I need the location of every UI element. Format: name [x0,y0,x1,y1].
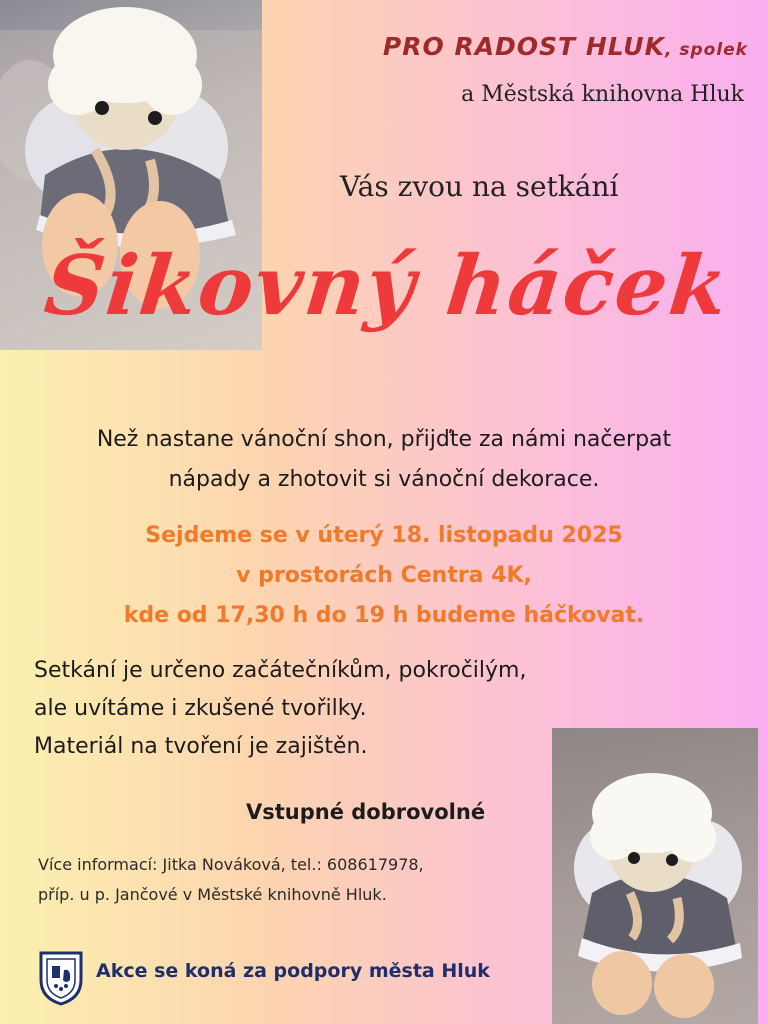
organizer-suffix: , spolek [664,40,748,60]
meeting-line: kde od 17,30 h do 19 h budeme háčkovat. [123,603,645,628]
contact-line: příp. u p. Jančové v Městské knihovně Hluk. [38,885,387,904]
audience-line: Materiál na tvoření je zajištěn. [34,734,368,759]
audience-paragraph [34,652,526,766]
intro-line: Než nastane vánoční shon, přijďte za námi načerpat [96,427,672,452]
organizer-name [383,32,748,61]
support-note: Akce se koná za podpory města Hluk [96,960,490,982]
meeting-details [0,516,768,636]
partner-library: a Městská knihovna Hluk [461,82,744,107]
contact-info [38,850,424,910]
audience-line: ale uvítáme i zkušené tvořilky. [34,696,367,721]
town-coat-of-arms-icon [38,950,84,1006]
invite-text: Vás zvou na setkání [340,170,619,203]
entry-fee: Vstupné dobrovolné [246,800,486,824]
intro-line: nápady a zhotovit si vánoční dekorace. [168,467,600,492]
meeting-line: Sejdeme se v úterý 18. listopadu 2025 [145,523,623,548]
meeting-line: v prostorách Centra 4K, [236,563,532,588]
intro-paragraph [0,420,768,500]
crochet-angel-illustration-small [552,728,758,1024]
audience-line: Setkání je určeno začátečníkům, pokročilým, [34,658,527,683]
organizer-name-main: PRO RADOST HLUK [382,32,665,61]
event-title: Šikovný háček [40,238,734,334]
contact-line: Více informací: Jitka Nováková, tel.: 608617978, [38,855,424,874]
crochet-angel-photo-small [552,728,758,1024]
